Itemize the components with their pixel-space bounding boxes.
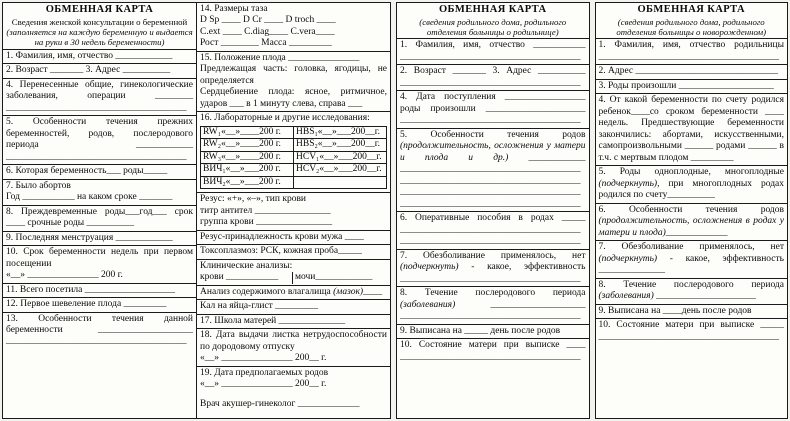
nb-postpartum-label: 8. Течение послеродового периода (598, 279, 784, 290)
wc-abortions-label: 7. Было абортов (6, 180, 71, 191)
rd-field-discharge-day: 9. Выписана на _____ день после родов (397, 325, 589, 339)
wc-field-first-fetal-movement: 12. Первое шевеление плода _________ (3, 298, 196, 312)
wc-presenting-part: Предлежащая часть: головка, ягодицы, не определяется (200, 64, 387, 86)
rd-labor-label: 5. Особенности течения родов (400, 129, 586, 140)
nb-field-mother-condition: 10. Состояние матери при выписке _____ ______________________________________ (598, 320, 784, 342)
rd-labor-blank: ____________ ______________________________________ ______________________________________ ______________________________________ ______________________________________ (400, 152, 586, 209)
nb-anesthesia-blank: - какое, эффективность ______________ (598, 253, 784, 276)
nb-labor-blank: _____________ (665, 227, 728, 238)
rd-title: ОБМЕННАЯ КАРТА (438, 4, 547, 15)
wc-field-first-visit (3, 246, 196, 283)
rd-header (397, 3, 589, 39)
nb-field-discharge-day: 9. Выписана на ____день после родов (596, 305, 788, 319)
wc-field-husband-rhesus: Резус-принадлежность крови мужа ____ (197, 231, 390, 245)
nb-subtitle: (сведения родильного дома, родильного отделения больницы о новорожденном) (616, 16, 767, 38)
wc-title: ОБМЕННАЯ КАРТА (45, 4, 154, 15)
lab-hiv1: ВИЧ₁«__»___200 г. (203, 164, 281, 175)
wc-field-previous-pregnancies: 5. Особенности течения прежних беременностей, родов, послеродового периода ____________ ______________________________________ (3, 116, 196, 165)
rd-field-mother-condition: 10. Состояние матери при выписке ____ ______________________________________ (400, 340, 586, 362)
wc-pelvis-d-line: D Sp ____ D Cr ____ D troch ____ (200, 15, 336, 26)
card-womens-consultation (2, 2, 391, 419)
wc-field-last-menstruation: 9. Последняя менструация ____________ (3, 232, 196, 246)
rd-postpartum-blank: ____________________ ______________________________________ (400, 299, 586, 322)
wc-due-date-value: «__» _______________ 200__ г. (200, 379, 327, 390)
rd-anesthesia-blank: - какое, эффективность ______________________________________ (400, 262, 586, 284)
lab-row-1 (201, 127, 386, 139)
nb-anesthesia-note: (подчеркнуть) (598, 253, 658, 264)
card-maternity-mother (396, 2, 590, 419)
lab-rw3: RW₃«__»____200 г. (203, 151, 281, 162)
nb-postpartum-note: (заболевания) (598, 291, 654, 302)
wc-fetal-heartbeat: Сердцебиение плода: ясное, ритмичное, ударов ___ в 1 минуту слева, справа ___ (200, 87, 387, 109)
wc-field-age-address: 2. Возраст _______ 3. Адрес __________ (3, 64, 196, 78)
rd-anesthesia-note: (подчеркнуть) (400, 262, 459, 273)
wc-first-visit-date: «__» _______________ 200 г. (6, 270, 123, 281)
wc-field-stool-test: Кал на яйца-глист _________ (197, 300, 390, 314)
wc-field-due-date (197, 367, 390, 398)
rd-field-postpartum (397, 287, 589, 324)
rd-field-labor-course (397, 129, 589, 212)
wc-sick-leave-label: 18. Дата выдачи листка нетрудоспособности по дородовому отпуску (200, 330, 387, 352)
nb-field-pregnancy-history: 4. От какой беременности по счету родился ребенок____со сроком беременности ____ недель. Предшествующие беременности закончились: абортами, искусственными, самопроизвольными ______ родами ______ в т.ч. с мертвым плодом _________ (596, 94, 788, 166)
wc-field-premature-births: 8. Преждевременные роды___год___ срок ____ срочные роды __________ (3, 206, 196, 232)
wc-field-vaginal-smear (197, 286, 390, 300)
wc-field-mothers-school: 17. Школа матерей ______________ (197, 315, 390, 329)
nb-labor-note: (продолжительность, осложнения в родах у матери и плода) (598, 216, 784, 238)
wc-pelvis-label: 14. Размеры таза (200, 4, 268, 14)
nb-labor-label: 6. Особенности течения родов (598, 204, 784, 215)
wc-doctor-signature: Врач акушер-гинеколог _____________ (200, 399, 360, 410)
rd-anesthesia-label: 7. Обезболивание применялось, нет (400, 250, 586, 261)
wc-first-visit-label: 10. Срок беременности недель при первом посещении (6, 247, 193, 269)
rd-field-age-address: 2. Возраст _______ 3. Адрес __________ ______________________________________ (397, 65, 589, 91)
wc-blood-group: группа крови ________________ (200, 217, 333, 228)
wc-rhesus-label: Резус: «+», «–», тип крови (200, 194, 307, 205)
nb-multiple-label: 5. Роды одноплодные, многоплодные (598, 167, 784, 178)
wc-lab-label: 16. Лабораторные и другие исследования: (200, 113, 370, 124)
wc-field-clinical-tests (197, 260, 390, 286)
wc-smear-label: Анализ содержимого влагалища (200, 286, 334, 297)
lab-row-2 (201, 139, 386, 151)
wc-fetal-position-label: 15. Положение плода _______________ (200, 52, 360, 63)
lab-hbs1: HBS₁«__»___200__г. (293, 127, 386, 138)
rd-postpartum-label: 8. Течение послеродового периода (400, 288, 586, 299)
nb-field-labor-course (596, 204, 788, 241)
lab-row-4 (201, 164, 386, 176)
wc-field-sick-leave (197, 329, 390, 366)
wc-clinical-split (200, 272, 387, 283)
wc-field-name: 1. Фамилия, имя, отчество ____________ (3, 50, 196, 64)
wc-field-abortions (3, 180, 196, 206)
wc-lab-table (200, 126, 387, 189)
rd-labor-note: (продолжительность, осложнения у матери и плода и др.) (400, 141, 586, 163)
wc-field-total-visits: 11. Всего посетила ___________________ (3, 284, 196, 298)
lab-hiv2: ВИЧ₂«__»___200 г. (203, 176, 281, 187)
lab-row-5 (201, 177, 386, 188)
wc-field-rhesus (197, 193, 390, 230)
wc-urine-test: мочи____________ (292, 272, 387, 283)
nb-field-anesthesia (596, 241, 788, 278)
lab-rw1: RW₁«__»____200 г. (203, 126, 281, 137)
nb-field-mother-name: 1. Фамилия, имя, отчество родильницы ______________________________________ (596, 39, 788, 65)
lab-hcv2: HCV₂«__»___200__г. (293, 164, 386, 175)
nb-field-address: 2. Адрес ______________________________ (596, 65, 788, 79)
nb-header (596, 3, 788, 39)
wc-field-toxoplasmosis: Токсоплазмоз: РСК, кожная проба_____ (197, 245, 390, 259)
rd-field-name: 1. Фамилия, имя, отчество ___________ ______________________________________ (397, 39, 589, 65)
lab-hbs2: HBS₂«__»___200__г. (293, 139, 386, 150)
nb-multiple-note: (подчеркнуть) (598, 178, 658, 189)
wc-due-date-label: 19. Дата предполагаемых родов (200, 367, 329, 378)
wc-field-past-diseases: 4. Перенесенные общие, гинекологические заболевания, операции ________ ______________________________________ (3, 79, 196, 116)
card-maternity-newborn (595, 2, 789, 419)
rd-subtitle: (сведения родильного дома, родильного отделения больницы о родильнице) (419, 16, 567, 38)
wc-antibody-titer: титр антител ________________ (200, 205, 331, 216)
rd-field-anesthesia (397, 250, 589, 287)
wc-smear-blank: ____ (363, 286, 383, 297)
lab-rw2: RW₂«__»____200 г. (203, 139, 281, 150)
wc-blood-test: крови ___________ (200, 272, 279, 283)
nb-title: ОБМЕННАЯ КАРТА (637, 4, 746, 15)
wc-field-pelvis-size (197, 3, 390, 52)
lab-row-3 (201, 152, 386, 164)
nb-field-multiple-birth (596, 166, 788, 203)
wc-abortions-year: Год ___________ на каком сроке _______ (6, 192, 173, 203)
nb-postpartum-blank: _____________________ (653, 291, 756, 302)
wc-field-fetal-position (197, 52, 390, 112)
rd-field-admission-date: 4. Дата поступления _________________ роды произошли _____________________ ______________________________________ (397, 91, 589, 128)
wc-pelvis-c-line: C.ext ____ C.diag____ C.vera____ (200, 26, 335, 37)
nb-anesthesia-label: 7. Обезболивание применялось, нет (598, 242, 784, 253)
lab-hcv1: HCV₁«__»___200__г. (293, 152, 386, 163)
wc-field-lab-tests (197, 112, 390, 193)
lab-empty-cell (293, 177, 386, 188)
wc-subtitle (6, 17, 193, 48)
wc-smear-note: (мазок) (333, 286, 364, 297)
rd-field-operative-aids: 6. Оперативные пособия в родах _____ ______________________________________ ______________________________________ (397, 212, 589, 249)
nb-field-postpartum (596, 279, 788, 305)
wc-subtitle-text: Сведения женской консультации о беременной (11, 16, 188, 27)
nb-field-birth-date: 3. Роды произошли ____________________ (596, 80, 788, 94)
wc-field-pregnancy-count: 6. Которая беременность___ роды_____ (3, 165, 196, 179)
wc-column-2 (196, 3, 390, 418)
wc-column-1 (3, 3, 196, 418)
wc-subtitle-note: (заполняется на каждую беременную и выдается на руки в 30 недель беременности) (6, 27, 193, 48)
wc-sick-leave-date: «__» _______________ 200__ г. (200, 353, 327, 364)
wc-height-weight: Рост ________ Масса _________ (200, 38, 332, 49)
wc-header (3, 3, 196, 50)
wc-field-current-pregnancy: 13. Особенности течения данной беременности ____________________ ______________________________________ (6, 313, 193, 347)
rd-postpartum-note: (заболевания) (400, 299, 456, 310)
wc-clinical-label: Клинические анализы: (200, 260, 293, 271)
nb-multiple-blank: , при многоплодных родах родился по счету__________ (598, 178, 784, 201)
